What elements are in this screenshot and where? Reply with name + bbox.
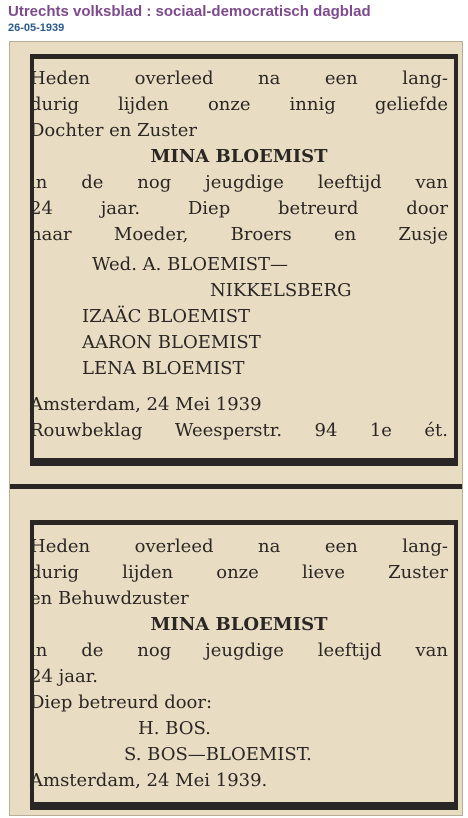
notice-2-deceased-name: MINA BLOEMIST bbox=[150, 614, 328, 635]
notice-2-relative: H. BOS. bbox=[138, 718, 211, 739]
notice-1-line: 24 jaar. Diep betreurd door bbox=[30, 198, 448, 219]
notice-1-line: durig lijden onze innig geliefde bbox=[30, 94, 448, 115]
newspaper-title: Utrechts volksblad : sociaal-democratisch dagblad bbox=[8, 3, 371, 20]
notice-1-deceased-name: MINA BLOEMIST bbox=[150, 146, 328, 167]
newspaper-clipping bbox=[9, 41, 463, 816]
notice-1-address: Rouwbeklag Weesperstr. 94 1e ét. bbox=[30, 420, 448, 441]
notice-2-place-date: Amsterdam, 24 Mei 1939. bbox=[30, 770, 268, 791]
notice-1-line: haar Moeder, Broers en Zusje bbox=[30, 224, 448, 245]
notice-2-relative: S. BOS—BLOEMIST. bbox=[124, 744, 312, 765]
notice-1-line: Heden overleed na een lang- bbox=[30, 68, 448, 89]
notice-2-line: in de nog jeugdige leeftijd van bbox=[30, 640, 448, 661]
notice-1-relative: Wed. A. BLOEMIST— bbox=[92, 254, 289, 275]
notice-2-line: 24 jaar. bbox=[30, 666, 99, 687]
notice-2-line: durig lijden onze lieve Zuster bbox=[30, 562, 448, 583]
publication-date: 26-05-1939 bbox=[8, 22, 65, 34]
notice-1-relative: LENA BLOEMIST bbox=[82, 358, 245, 379]
notice-1-relative: AARON BLOEMIST bbox=[82, 332, 261, 353]
notice-2-line: en Behuwdzuster bbox=[30, 588, 189, 609]
separator-rule bbox=[10, 484, 463, 489]
notice-1-relative: IZAÄC BLOEMIST bbox=[82, 306, 251, 327]
notice-2-line: Diep betreurd door: bbox=[30, 692, 213, 713]
notice-1-place-date: Amsterdam, 24 Mei 1939 bbox=[30, 394, 262, 415]
notice-2-line: Heden overleed na een lang- bbox=[30, 536, 448, 557]
notice-1-relative: NIKKELSBERG bbox=[210, 280, 352, 301]
notice-1-line: in de nog jeugdige leeftijd van bbox=[30, 172, 448, 193]
notice-1-line: Dochter en Zuster bbox=[30, 120, 197, 141]
